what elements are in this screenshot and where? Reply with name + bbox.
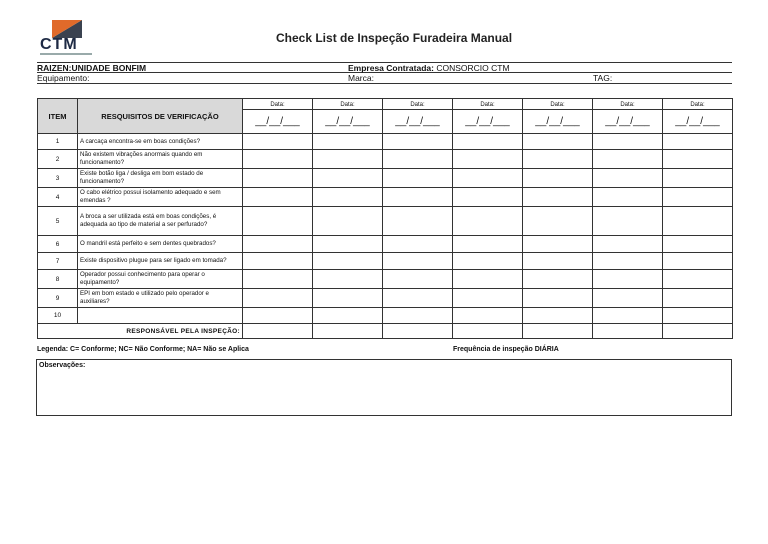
table-row — [38, 270, 733, 289]
client-field: RAIZEN:UNIDADE BONFIM — [37, 63, 147, 73]
check-cell[interactable] — [663, 207, 733, 236]
check-cell[interactable] — [663, 134, 733, 150]
requirement-text: Existe dispositivo plugue para ser ligado em tomada? — [78, 253, 243, 270]
check-cell[interactable] — [383, 134, 453, 150]
check-cell[interactable] — [453, 270, 523, 289]
check-cell[interactable] — [453, 207, 523, 236]
check-cell[interactable] — [243, 207, 313, 236]
check-cell[interactable] — [663, 253, 733, 270]
item-number: 9 — [38, 289, 78, 308]
requirement-text: O mandril está perfeito e sem dentes quebrados? — [78, 236, 243, 253]
check-cell[interactable] — [243, 289, 313, 308]
check-cell[interactable] — [663, 270, 733, 289]
header-row-equipment — [37, 73, 732, 84]
item-number: 1 — [38, 134, 78, 150]
check-cell[interactable] — [593, 150, 663, 169]
check-cell[interactable] — [523, 188, 593, 207]
requirements-header: RESQUISITOS DE VERIFICAÇÃO — [78, 99, 243, 134]
check-cell[interactable] — [523, 308, 593, 324]
check-cell[interactable] — [383, 253, 453, 270]
check-cell[interactable] — [453, 188, 523, 207]
check-cell[interactable] — [313, 207, 383, 236]
logo-underline — [40, 53, 92, 55]
check-cell[interactable] — [243, 150, 313, 169]
check-cell[interactable] — [313, 134, 383, 150]
table-row — [38, 207, 733, 236]
check-cell[interactable] — [523, 289, 593, 308]
check-cell[interactable] — [523, 270, 593, 289]
date-label: Data: — [523, 99, 593, 110]
brand-label: Marca: — [348, 73, 374, 83]
item-number: 8 — [38, 270, 78, 289]
check-cell[interactable] — [453, 236, 523, 253]
item-number: 5 — [38, 207, 78, 236]
table-row — [38, 169, 733, 188]
check-cell[interactable] — [593, 253, 663, 270]
date-label: Data: — [593, 99, 663, 110]
responsible-cell[interactable] — [593, 324, 663, 339]
company-logo — [38, 20, 98, 56]
check-cell[interactable] — [243, 270, 313, 289]
table-row — [38, 134, 733, 150]
check-cell[interactable] — [383, 308, 453, 324]
responsible-cell[interactable] — [383, 324, 453, 339]
date-field[interactable]: __/__/___ — [593, 110, 663, 134]
check-cell[interactable] — [383, 169, 453, 188]
responsible-cell[interactable] — [663, 324, 733, 339]
check-cell[interactable] — [383, 289, 453, 308]
check-cell[interactable] — [593, 289, 663, 308]
table-row — [38, 308, 733, 324]
check-cell[interactable] — [453, 308, 523, 324]
table-row — [38, 253, 733, 270]
check-cell[interactable] — [663, 289, 733, 308]
check-cell[interactable] — [663, 169, 733, 188]
check-cell[interactable] — [383, 270, 453, 289]
check-cell[interactable] — [313, 150, 383, 169]
check-cell[interactable] — [313, 169, 383, 188]
table-row — [38, 289, 733, 308]
date-field[interactable]: __/__/___ — [243, 110, 313, 134]
item-number: 10 — [38, 308, 78, 324]
item-number: 3 — [38, 169, 78, 188]
check-cell[interactable] — [313, 270, 383, 289]
tag-label: TAG: — [593, 73, 613, 83]
check-cell[interactable] — [243, 308, 313, 324]
check-cell[interactable] — [663, 150, 733, 169]
observations-box[interactable] — [36, 359, 732, 416]
check-cell[interactable] — [523, 134, 593, 150]
check-cell[interactable] — [313, 236, 383, 253]
check-cell[interactable] — [453, 169, 523, 188]
requirement-text: EPI em bom estado e utilizado pelo operador e auxiliares? — [78, 289, 243, 308]
check-cell[interactable] — [383, 150, 453, 169]
check-cell[interactable] — [663, 308, 733, 324]
date-field[interactable]: __/__/___ — [313, 110, 383, 134]
header-row-client — [37, 62, 732, 73]
check-cell[interactable] — [453, 150, 523, 169]
check-cell[interactable] — [523, 150, 593, 169]
check-cell[interactable] — [663, 236, 733, 253]
check-cell[interactable] — [523, 253, 593, 270]
check-cell[interactable] — [593, 169, 663, 188]
check-cell[interactable] — [243, 253, 313, 270]
check-cell[interactable] — [453, 253, 523, 270]
check-cell[interactable] — [383, 236, 453, 253]
check-cell[interactable] — [523, 207, 593, 236]
logo-text: CTM — [40, 36, 78, 53]
check-cell[interactable] — [243, 134, 313, 150]
check-cell[interactable] — [383, 188, 453, 207]
frequency-text: Frequência de inspeção DIÁRIA — [453, 346, 559, 353]
date-label: Data: — [243, 99, 313, 110]
date-field[interactable]: __/__/___ — [383, 110, 453, 134]
date-label: Data: — [663, 99, 733, 110]
date-label: Data: — [453, 99, 523, 110]
responsible-cell[interactable] — [523, 324, 593, 339]
equipment-label: Equipamento: — [37, 73, 90, 83]
requirement-text: A broca a ser utilizada está em boas condições, é adequada ao tipo de material a ser perfurado? — [78, 207, 243, 236]
check-cell[interactable] — [593, 270, 663, 289]
date-field[interactable]: __/__/___ — [663, 110, 733, 134]
check-cell[interactable] — [593, 188, 663, 207]
table-row — [38, 188, 733, 207]
check-cell[interactable] — [593, 236, 663, 253]
date-field[interactable]: __/__/___ — [523, 110, 593, 134]
check-cell[interactable] — [593, 134, 663, 150]
check-cell[interactable] — [243, 188, 313, 207]
responsible-label: RESPONSÁVEL PELA INSPEÇÃO: — [38, 324, 243, 339]
requirement-text: Operador possui conhecimento para operar o equipamento? — [78, 270, 243, 289]
responsible-cell[interactable] — [243, 324, 313, 339]
check-cell[interactable] — [243, 236, 313, 253]
item-header: ITEM — [38, 99, 78, 134]
responsible-cell[interactable] — [313, 324, 383, 339]
item-number: 6 — [38, 236, 78, 253]
document-title: Check List de Inspeção Furadeira Manual — [276, 31, 513, 45]
checklist-table — [37, 98, 733, 339]
check-cell[interactable] — [593, 207, 663, 236]
item-number: 4 — [38, 188, 78, 207]
requirement-text: Não existem vibrações anormais quando em funcionamento? — [78, 150, 243, 169]
date-label: Data: — [383, 99, 453, 110]
company-field: Empresa Contratada: CONSORCIO CTM — [348, 63, 510, 73]
date-field[interactable]: __/__/___ — [453, 110, 523, 134]
responsible-cell[interactable] — [453, 324, 523, 339]
check-cell[interactable] — [523, 169, 593, 188]
table-row — [38, 150, 733, 169]
check-cell[interactable] — [453, 289, 523, 308]
check-cell[interactable] — [313, 308, 383, 324]
table-row — [38, 236, 733, 253]
legend-text: Legenda: C= Conforme; NC= Não Conforme; NA= Não se Aplica — [37, 346, 249, 353]
item-number: 2 — [38, 150, 78, 169]
requirement-text — [78, 308, 243, 324]
date-label: Data: — [313, 99, 383, 110]
requirement-text: A carcaça encontra-se em boas condições? — [78, 134, 243, 150]
check-cell[interactable] — [313, 289, 383, 308]
observations-label: Observações: — [39, 362, 86, 369]
item-number: 7 — [38, 253, 78, 270]
check-cell[interactable] — [593, 308, 663, 324]
check-cell[interactable] — [663, 188, 733, 207]
requirement-text: O cabo elétrico possui isolamento adequado e sem emendas ? — [78, 188, 243, 207]
check-cell[interactable] — [313, 188, 383, 207]
check-cell[interactable] — [383, 207, 453, 236]
check-cell[interactable] — [453, 134, 523, 150]
check-cell[interactable] — [243, 169, 313, 188]
requirement-text: Existe botão liga / desliga em bom estado de funcionamento? — [78, 169, 243, 188]
check-cell[interactable] — [313, 253, 383, 270]
check-cell[interactable] — [523, 236, 593, 253]
